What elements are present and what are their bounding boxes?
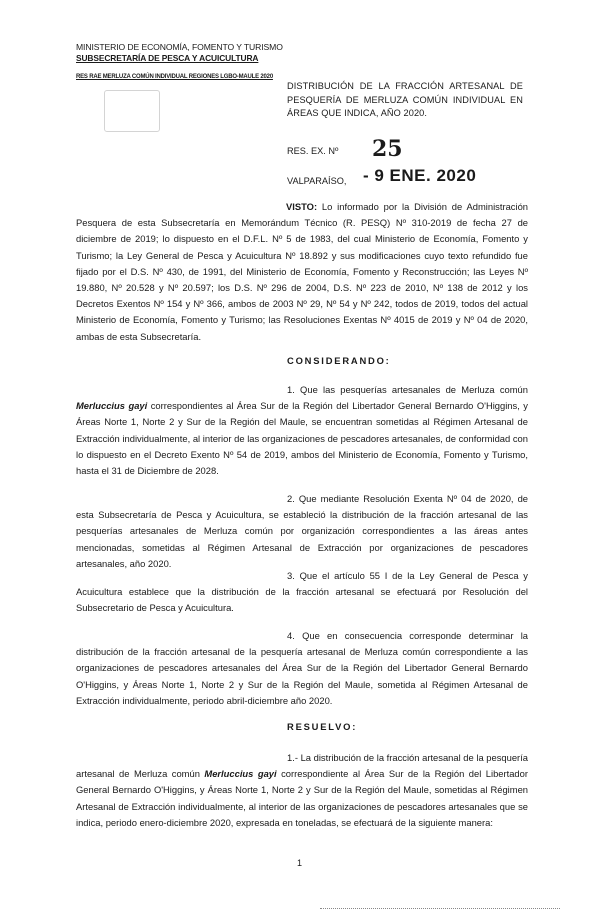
visto-label: VISTO: [286, 201, 318, 212]
resolution-date: - 9 ENE. 2020 [363, 166, 477, 185]
species-name: Merluccius gayi [204, 768, 277, 780]
resolution-number: 25 [372, 136, 403, 162]
considerando-heading: CONSIDERANDO: [287, 355, 391, 366]
considerando-item-3 [76, 568, 528, 617]
considerando-item-4 [76, 628, 528, 709]
resuelvo-1-text-b: correspondiente al Área Sur de la Región del Libertador General Bernardo O'Higgins, y Áreas Norte 1, Norte 2 y Sur de la Región del Maule, sometidas al Régimen Artesanal de Extracción individualmente, al interior de las organizaciones de pescadores artesanales que se indica, periodo enero-diciembre 2020, expresada en toneladas, se efectuará de la siguiente manera: [76, 768, 528, 828]
place-label: VALPARAÍSO, [287, 176, 347, 186]
resuelvo-item-1 [76, 750, 528, 831]
official-stamp [104, 90, 160, 132]
page-number: 1 [297, 858, 303, 868]
considerando-3-text: 3. Que el artículo 55 I de la Ley General de Pesca y Acuicultura establece que la distribución de la fracción artesanal se efectuará por Resolución del Subsecretario de Pesca y Acuicultura. [76, 570, 528, 614]
ministry-name: MINISTERIO DE ECONOMÍA, FOMENTO Y TURISMO [76, 42, 283, 52]
resuelvo-heading: RESUELVO: [287, 721, 358, 732]
footer-rule [320, 908, 560, 909]
considerando-item-1 [76, 382, 528, 479]
resolution-label: RES. EX. Nº [287, 146, 339, 156]
resuelvo-1-text-a: 1.- La distribución de la fracción artesanal de la pesquería artesanal de Merluza común [76, 752, 528, 780]
visto-paragraph [76, 199, 528, 345]
subsecretaria-name: SUBSECRETARÍA DE PESCA Y ACUICULTURA [76, 53, 259, 63]
considerando-item-2 [76, 491, 528, 572]
considerando-2-text: 2. Que mediante Resolución Exenta Nº 04 de 2020, de esta Subsecretaría de Pesca y Acuicultura, se estableció la distribución de la fracción artesanal de las pesquerías artesanales de Merluza común por organización correspondientes a las áreas antes mencionadas, sometidas al Régimen Artesanal de Extracción por organizaciones de pescadores artesanales, año 2020. [76, 493, 528, 569]
visto-text: Lo informado por la División de Administración Pesquera de esta Subsecretaría en Memorándum Técnico (R. PESQ) Nº 310-2019 de fecha 27 de diciembre de 2019; lo dispuesto en el D.F.L. Nº 5 de 1983, del cual Ministerio de Economía, Fomento y Turismo; la Ley General de Pesca y Acuicultura Nº 18.892 y sus modificaciones cuyo texto refundido fue fijado por el D.S. Nº 430, de 1991, del Ministerio de Economía, Fomento y Reconstrucción; las Leyes Nº 19.880, Nº 20.528 y Nº 20.597; los D.S. Nº 296 de 2004, D.S. Nº 223 de 2010, Nº 138 de 2012 y los Decretos Exentos Nº 154 y Nº 366, ambos de 2003 Nº 29, Nº 54 y Nº 242, todos de 2019, todos del actual Ministerio de Economía, Fomento y Turismo; las Resoluciones Exentas Nº 4015 de 2019 y Nº 04 de 2020, ambas de esta Subsecretaría. [76, 201, 528, 342]
considerando-1-text-b: correspondientes al Área Sur de la Región del Libertador General Bernardo O'Higgins, y Áreas Norte 1, Norte 2 y Sur de la Región del Maule, se encuentran sometidas al Régimen Artesanal de Extracción individualmente, al interior de las organizaciones de pescadores artesanales, de conformidad con lo dispuesto en el Decreto Exento Nº 54 de 2019, ambos del Ministerio de Economía, Fomento y Turismo, hasta el 31 de Diciembre de 2028. [76, 400, 528, 477]
document-reference: RES RAE MERLUZA COMÚN INDIVIDUAL REGIONES LGBO-MAULE 2020 [76, 74, 273, 80]
document-subject: DISTRIBUCIÓN DE LA FRACCIÓN ARTESANAL DE PESQUERÍA DE MERLUZA COMÚN INDIVIDUAL EN ÁREAS QUE INDICA, AÑO 2020. [287, 81, 523, 118]
species-name: Merluccius gayi [76, 400, 148, 412]
considerando-4-text: 4. Que en consecuencia corresponde determinar la distribución de la fracción artesanal de la pesquería artesanal de Merluza común correspondiente a las organizaciones de pescadores artesanales del Área Sur de la Región del Libertador General Bernardo O'Higgins, y Áreas Norte 1, Norte 2 y Sur de la Región del Maule, sometida al Régimen Artesanal de Extracción individualmente, periodo abril-diciembre año 2020. [76, 630, 528, 706]
considerando-1-text-a: 1. Que las pesquerías artesanales de Merluza común [287, 384, 528, 395]
